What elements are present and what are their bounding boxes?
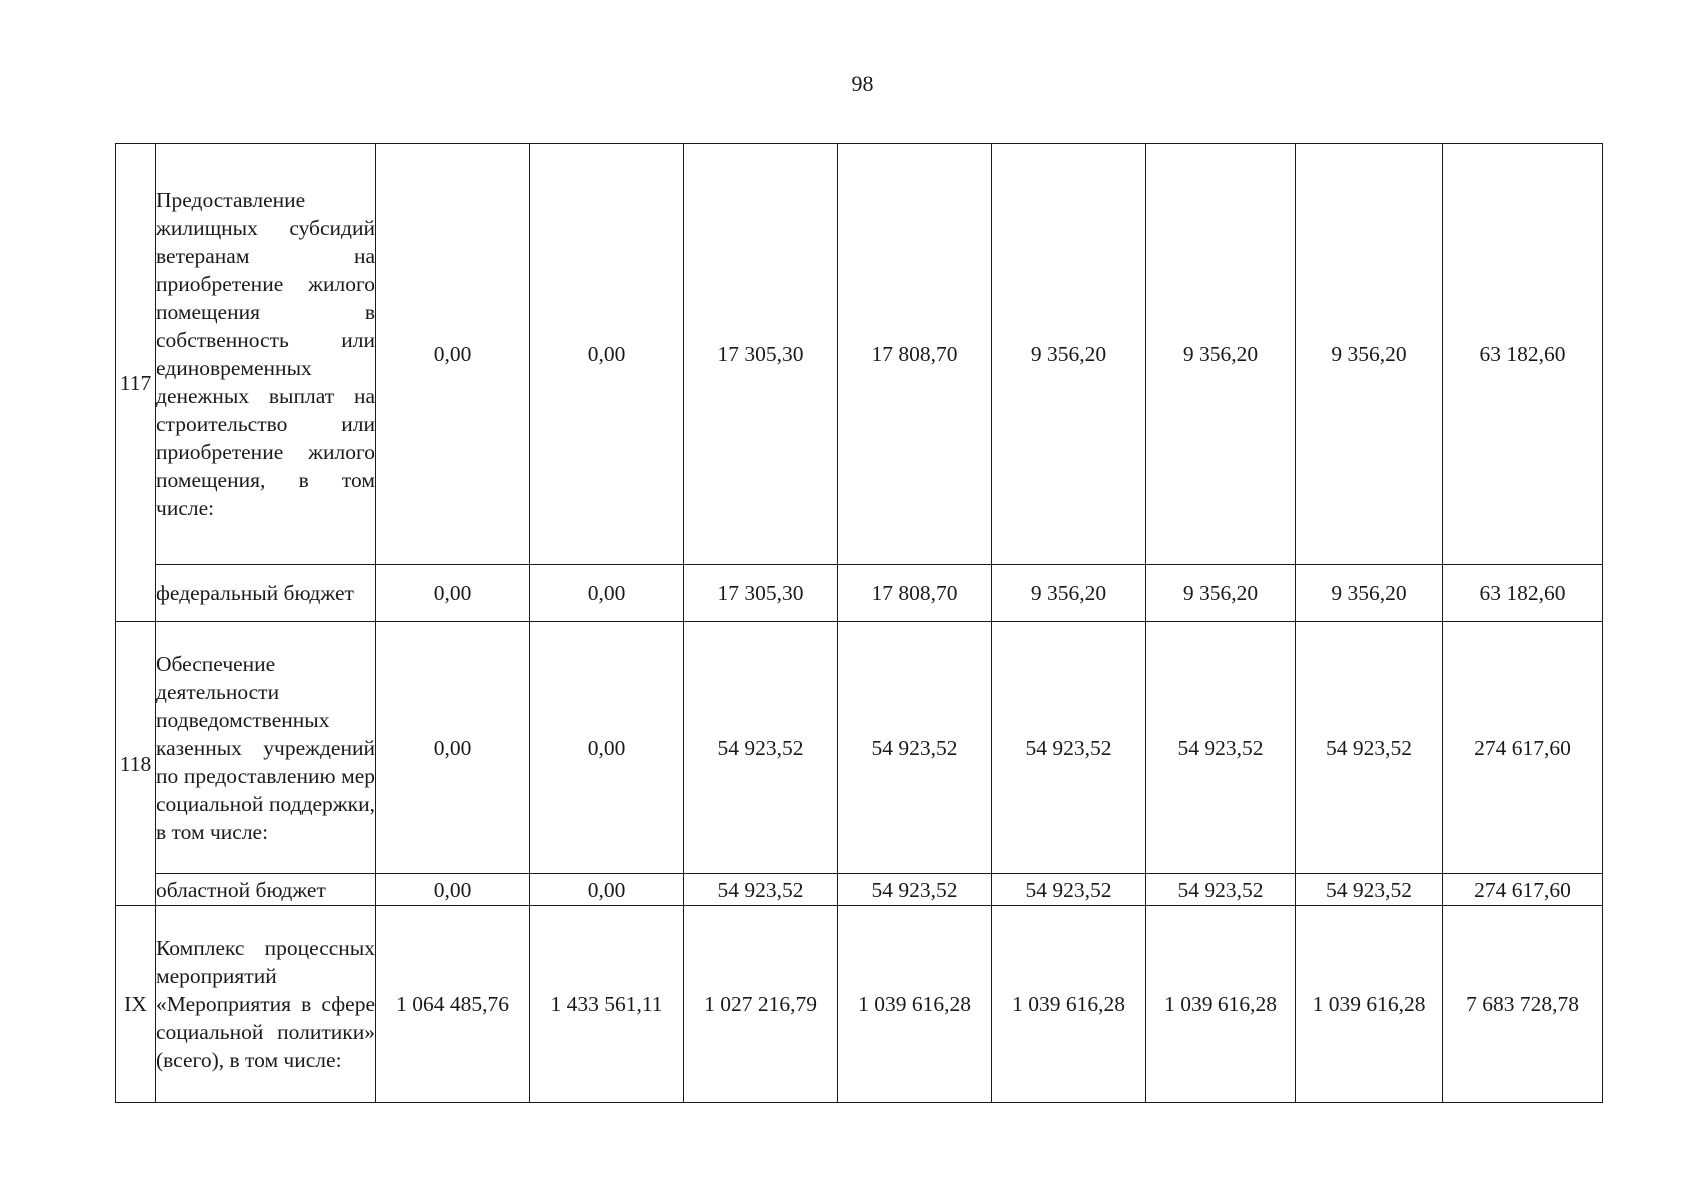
value-cell: 1 027 216,79 <box>684 906 838 1103</box>
value-cell: 1 039 616,28 <box>1296 906 1443 1103</box>
value-cell: 54 923,52 <box>1146 622 1296 874</box>
value-cell: 0,00 <box>376 874 530 906</box>
row-name: федеральный бюджет <box>156 565 376 622</box>
value-cell: 9 356,20 <box>1296 144 1443 565</box>
total-cell: 7 683 728,78 <box>1443 906 1603 1103</box>
row-number: 117 <box>116 144 156 622</box>
value-cell: 0,00 <box>376 144 530 565</box>
value-cell: 17 305,30 <box>684 144 838 565</box>
value-cell: 1 039 616,28 <box>992 906 1146 1103</box>
value-cell: 54 923,52 <box>838 622 992 874</box>
value-cell: 54 923,52 <box>1146 874 1296 906</box>
table-row <box>116 144 1603 565</box>
value-cell: 9 356,20 <box>992 144 1146 565</box>
value-cell: 54 923,52 <box>838 874 992 906</box>
row-name: Предоставление жилищных субсидий ветеранам на приобретение жилого помещения в собственность или единовременных денежных выплат на строительство или приобретение жилого помещения, в том числе: <box>156 144 376 565</box>
value-cell: 17 808,70 <box>838 565 992 622</box>
row-name: областной бюджет <box>156 874 376 906</box>
total-cell: 63 182,60 <box>1443 565 1603 622</box>
value-cell: 0,00 <box>376 622 530 874</box>
value-cell: 54 923,52 <box>684 622 838 874</box>
row-number: 118 <box>116 622 156 906</box>
page-number: 98 <box>851 71 874 96</box>
table-row <box>116 622 1603 874</box>
value-cell: 54 923,52 <box>992 622 1146 874</box>
value-cell: 9 356,20 <box>1146 565 1296 622</box>
row-number: IX <box>116 906 156 1103</box>
total-cell: 63 182,60 <box>1443 144 1603 565</box>
value-cell: 9 356,20 <box>1296 565 1443 622</box>
value-cell: 1 039 616,28 <box>1146 906 1296 1103</box>
value-cell: 0,00 <box>376 565 530 622</box>
value-cell: 54 923,52 <box>992 874 1146 906</box>
value-cell: 1 064 485,76 <box>376 906 530 1103</box>
value-cell: 0,00 <box>530 565 684 622</box>
value-cell: 0,00 <box>530 144 684 565</box>
total-cell: 274 617,60 <box>1443 622 1603 874</box>
value-cell: 9 356,20 <box>992 565 1146 622</box>
value-cell: 0,00 <box>530 874 684 906</box>
value-cell: 54 923,52 <box>1296 622 1443 874</box>
table-row <box>116 874 1603 906</box>
value-cell: 1 433 561,11 <box>530 906 684 1103</box>
table-row <box>116 906 1603 1103</box>
row-name: Обеспечение деятельности подведомственных казенных учреждений по предоставлению мер социальной поддержки, в том числе: <box>156 622 376 874</box>
value-cell: 17 305,30 <box>684 565 838 622</box>
value-cell: 54 923,52 <box>1296 874 1443 906</box>
row-name: Комплекс процессных мероприятий «Мероприятия в сфере социальной политики» (всего), в том числе: <box>156 906 376 1103</box>
value-cell: 1 039 616,28 <box>838 906 992 1103</box>
value-cell: 0,00 <box>530 622 684 874</box>
value-cell: 17 808,70 <box>838 144 992 565</box>
total-cell: 274 617,60 <box>1443 874 1603 906</box>
budget-table <box>115 143 1603 1103</box>
table-row <box>116 565 1603 622</box>
value-cell: 54 923,52 <box>684 874 838 906</box>
value-cell: 9 356,20 <box>1146 144 1296 565</box>
